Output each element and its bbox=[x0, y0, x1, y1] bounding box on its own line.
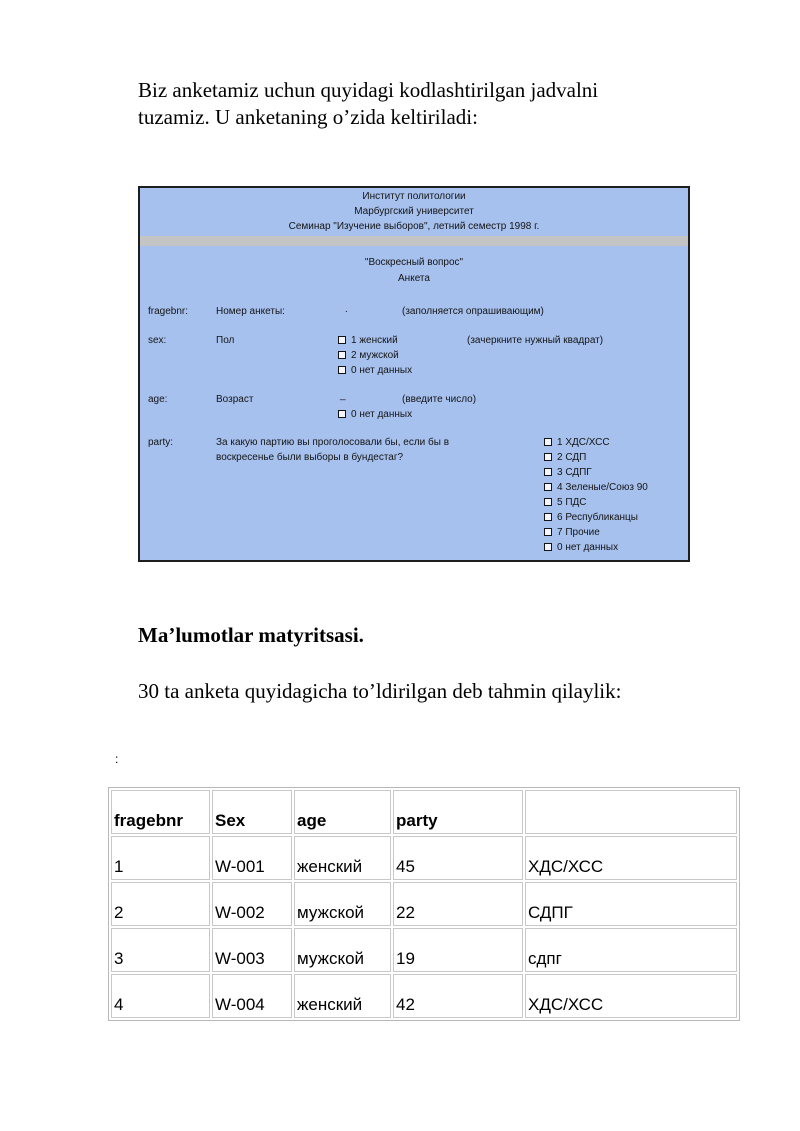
checkbox-icon bbox=[544, 528, 552, 536]
party-option-1: 1 ХДС/ХСС bbox=[544, 437, 610, 448]
age-option-no-data: 0 нет данных bbox=[338, 409, 412, 420]
table-cell: ХДС/ХСС bbox=[525, 974, 737, 1018]
row-label-sex: Пол bbox=[216, 335, 235, 346]
questionnaire-form-image bbox=[138, 186, 690, 562]
table-header-row bbox=[111, 790, 737, 834]
table-header-cell bbox=[525, 790, 737, 834]
colon-mark: : bbox=[115, 752, 119, 766]
row-code-party: party: bbox=[148, 437, 174, 448]
table-cell: 1 bbox=[111, 836, 210, 880]
sex-option-female: 1 женский bbox=[338, 335, 398, 346]
form-header-institute: Институт политологии bbox=[362, 191, 466, 202]
table-row bbox=[111, 974, 737, 1018]
table-header-cell: age bbox=[294, 790, 391, 834]
table-cell: 4 bbox=[111, 974, 210, 1018]
intro-line-1: Biz anketamiz uchun quyidagi kodlashtirilgan jadvalni bbox=[138, 78, 599, 102]
table-cell: 2 bbox=[111, 882, 210, 926]
sex-option-no-data: 0 нет данных bbox=[338, 365, 412, 376]
checkbox-icon bbox=[544, 438, 552, 446]
checkbox-icon bbox=[544, 543, 552, 551]
row-label-fragebnr: Номер анкеты: bbox=[216, 306, 285, 317]
table-cell: ХДС/ХСС bbox=[525, 836, 737, 880]
table-cell: W-003 bbox=[212, 928, 292, 972]
row-note-fragebnr: (заполняется опрашивающим) bbox=[402, 306, 544, 317]
table-header-cell: fragebnr bbox=[111, 790, 210, 834]
row-code-fragebnr: fragebnr: bbox=[148, 306, 189, 317]
party-option-6: 6 Республиканцы bbox=[544, 512, 638, 523]
intro-line-2: tuzamiz. U anketaning o’zida keltiriladi: bbox=[138, 105, 478, 129]
table-cell: 22 bbox=[393, 882, 523, 926]
checkbox-icon bbox=[338, 366, 346, 374]
table-cell: мужской bbox=[294, 882, 391, 926]
form-subtitle-question: "Воскресный вопрос" bbox=[364, 257, 464, 268]
checkbox-icon bbox=[544, 498, 552, 506]
row-code-sex: sex: bbox=[148, 335, 167, 346]
table-row bbox=[111, 928, 737, 972]
checkbox-icon bbox=[544, 483, 552, 491]
party-question-line-1: За какую партию вы проголосовали бы, если бы в bbox=[216, 437, 450, 448]
row-dot-fragebnr: . bbox=[345, 304, 348, 315]
table-cell: 3 bbox=[111, 928, 210, 972]
data-matrix-table bbox=[108, 787, 740, 1021]
party-option-4: 4 Зеленые/Союз 90 bbox=[544, 482, 648, 493]
age-input-line: _ bbox=[340, 390, 346, 401]
party-option-5: 5 ПДС bbox=[544, 497, 587, 508]
row-code-age: age: bbox=[148, 394, 168, 405]
table-cell: 45 bbox=[393, 836, 523, 880]
table-cell: СДПГ bbox=[525, 882, 737, 926]
table-row bbox=[111, 836, 737, 880]
table-cell: женский bbox=[294, 974, 391, 1018]
table-cell: W-004 bbox=[212, 974, 292, 1018]
row-note-sex: (зачеркните нужный квадрат) bbox=[467, 335, 604, 346]
table-cell: сдпг bbox=[525, 928, 737, 972]
form-header-seminar: Семинар "Изучение выборов", летний семестр 1998 г. bbox=[288, 221, 540, 232]
checkbox-icon bbox=[544, 513, 552, 521]
form-header-university: Марбургский университет bbox=[354, 206, 474, 217]
sex-option-male: 2 мужской bbox=[338, 350, 399, 361]
checkbox-icon bbox=[544, 468, 552, 476]
party-option-0: 0 нет данных bbox=[544, 542, 618, 553]
checkbox-icon bbox=[338, 336, 346, 344]
party-option-3: 3 СДПГ bbox=[544, 467, 592, 478]
row-note-age: (введите число) bbox=[402, 394, 477, 405]
form-divider-band bbox=[140, 236, 688, 246]
party-option-2: 2 СДП bbox=[544, 452, 586, 463]
checkbox-icon bbox=[338, 410, 346, 418]
row-label-age: Возраст bbox=[216, 394, 254, 405]
table-header-cell: party bbox=[393, 790, 523, 834]
table-cell: 19 bbox=[393, 928, 523, 972]
table-header-cell: Sex bbox=[212, 790, 292, 834]
intro-paragraph bbox=[138, 77, 738, 131]
table-cell: W-002 bbox=[212, 882, 292, 926]
checkbox-icon bbox=[338, 351, 346, 359]
table-cell: 42 bbox=[393, 974, 523, 1018]
table-cell: W-001 bbox=[212, 836, 292, 880]
table-cell: мужской bbox=[294, 928, 391, 972]
checkbox-icon bbox=[544, 453, 552, 461]
party-option-7: 7 Прочие bbox=[544, 527, 600, 538]
assumption-paragraph: 30 ta anketa quyidagicha to’ldirilgan deb tahmin qilaylik: bbox=[138, 679, 622, 703]
section-heading: Ma’lumotlar matyritsasi. bbox=[138, 623, 364, 647]
party-question-line-2: воскресенье были выборы в бундестаг? bbox=[216, 452, 404, 463]
table-cell: женский bbox=[294, 836, 391, 880]
form-subtitle-survey: Анкета bbox=[398, 273, 430, 284]
table-row bbox=[111, 882, 737, 926]
